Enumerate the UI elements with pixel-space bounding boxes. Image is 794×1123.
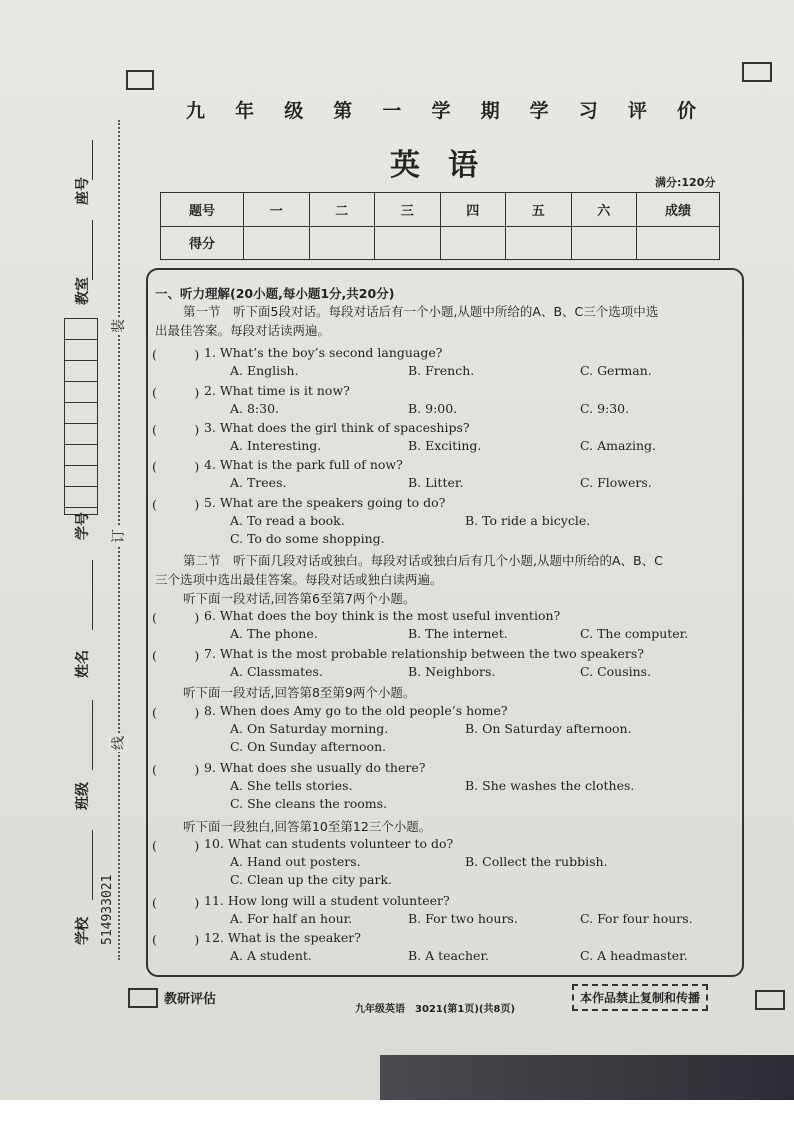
question-8-stem: 8. When does Amy go to the old people’s home? bbox=[204, 703, 508, 718]
question-10-option-b: B. Collect the rubbish. bbox=[465, 854, 608, 869]
question-7-option-b: B. Neighbors. bbox=[408, 664, 496, 679]
question-5-option-b: B. To ride a bicycle. bbox=[465, 513, 591, 528]
question-9-option-c: C. She cleans the rooms. bbox=[230, 796, 388, 811]
order-mark: 订 bbox=[108, 527, 128, 545]
table-cell[interactable] bbox=[440, 226, 506, 260]
question-10-option-c: C. Clean up the city park. bbox=[230, 872, 393, 887]
question-12-option-b: B. A teacher. bbox=[408, 948, 490, 963]
answer-blank-10[interactable]: ( ) bbox=[152, 838, 200, 853]
table-cell: 题号 bbox=[161, 193, 244, 227]
seat-label: 座号 bbox=[75, 177, 91, 205]
table-cell[interactable] bbox=[309, 226, 375, 260]
title-char: 级 bbox=[284, 100, 304, 122]
question-3-option-a: A. Interesting. bbox=[230, 438, 322, 453]
student-id-grid bbox=[64, 318, 98, 515]
footer-brand bbox=[128, 988, 216, 1007]
footer-page-info: 九年级英语 3021(第1页)(共8页) bbox=[355, 1004, 516, 1015]
answer-blank-5[interactable]: ( ) bbox=[152, 497, 200, 512]
answer-blank-9[interactable]: ( ) bbox=[152, 762, 200, 777]
answer-blank-2[interactable]: ( ) bbox=[152, 385, 200, 400]
name-underline bbox=[92, 560, 93, 630]
question-10-option-a: A. Hand out posters. bbox=[230, 854, 361, 869]
question-10-stem: 10. What can students volunteer to do? bbox=[204, 836, 454, 851]
answer-blank-8[interactable]: ( ) bbox=[152, 705, 200, 720]
question-6-option-b: B. The internet. bbox=[408, 626, 508, 641]
table-row bbox=[161, 193, 720, 227]
name-label: 姓名 bbox=[75, 650, 91, 678]
table-surface bbox=[380, 1055, 794, 1100]
part1-intro: 第一节 听下面5段对话。每段对话后有一个小题,从题中所给的A、B、C三个选项中选 bbox=[183, 304, 659, 319]
table-cell: 五 bbox=[506, 193, 572, 227]
question-1-option-c: C. German. bbox=[580, 363, 652, 378]
title-char: 价 bbox=[676, 100, 696, 122]
bind-mark: 装 bbox=[108, 317, 128, 335]
table-cell[interactable] bbox=[244, 226, 310, 260]
question-12-option-c: C. A headmaster. bbox=[580, 948, 688, 963]
answer-blank-12[interactable]: ( ) bbox=[152, 932, 200, 947]
line-mark: 线 bbox=[108, 734, 128, 752]
question-2-option-b: B. 9:00. bbox=[408, 401, 458, 416]
question-7-stem: 7. What is the most probable relationship between the two speakers? bbox=[204, 646, 644, 661]
full-mark: 满分:120分 bbox=[655, 176, 716, 189]
question-2-option-c: C. 9:30. bbox=[580, 401, 630, 416]
room-label: 教室 bbox=[75, 277, 91, 305]
title-char: 九 bbox=[186, 100, 206, 122]
question-11-option-b: B. For two hours. bbox=[408, 911, 518, 926]
question-12-option-a: A. A student. bbox=[230, 948, 312, 963]
question-6-stem: 6. What does the boy think is the most useful invention? bbox=[204, 608, 561, 623]
question-6-option-a: A. The phone. bbox=[230, 626, 318, 641]
question-2-option-a: A. 8:30. bbox=[230, 401, 280, 416]
answer-blank-6[interactable]: ( ) bbox=[152, 610, 200, 625]
question-11-option-c: C. For four hours. bbox=[580, 911, 693, 926]
question-7-option-a: A. Classmates. bbox=[230, 664, 323, 679]
title-char: 一 bbox=[382, 100, 402, 122]
answer-blank-11[interactable]: ( ) bbox=[152, 895, 200, 910]
question-1-stem: 1. What’s the boy’s second language? bbox=[204, 345, 443, 360]
question-12-stem: 12. What is the speaker? bbox=[204, 930, 361, 945]
question-5-option-c: C. To do some shopping. bbox=[230, 531, 385, 546]
question-9-option-a: A. She tells stories. bbox=[230, 778, 353, 793]
class-underline bbox=[92, 700, 93, 770]
corner-box-bottom-right bbox=[755, 990, 785, 1010]
question-1-option-a: A. English. bbox=[230, 363, 299, 378]
question-9-option-b: B. She washes the clothes. bbox=[465, 778, 635, 793]
title-char: 习 bbox=[578, 100, 598, 122]
part2-intro: 三个选项中选出最佳答案。每段对话或独白读两遍。 bbox=[155, 572, 443, 587]
question-3-option-c: C. Amazing. bbox=[580, 438, 657, 453]
group-instruction: 听下面一段独白,回答第10至第12三个小题。 bbox=[183, 819, 432, 834]
question-5-option-a: A. To read a book. bbox=[230, 513, 345, 528]
table-cell: 一 bbox=[244, 193, 310, 227]
question-8-option-c: C. On Sunday afternoon. bbox=[230, 739, 387, 754]
title-char: 期 bbox=[480, 100, 500, 122]
exam-title bbox=[186, 96, 696, 123]
question-11-stem: 11. How long will a student volunteer? bbox=[204, 893, 450, 908]
part2-intro: 第二节 听下面几段对话或独白。每段对话或独白后有几个小题,从题中所给的A、B、C bbox=[183, 553, 663, 568]
table-cell: 得分 bbox=[161, 226, 244, 260]
copyright-notice: 本作品禁止复制和传播 bbox=[572, 984, 708, 1011]
table-cell[interactable] bbox=[637, 226, 720, 260]
room-underline bbox=[92, 220, 93, 280]
table-cell: 四 bbox=[440, 193, 506, 227]
group-instruction: 听下面一段对话,回答第8至第9两个小题。 bbox=[183, 685, 416, 700]
table-cell: 三 bbox=[375, 193, 441, 227]
question-11-option-a: A. For half an hour. bbox=[230, 911, 353, 926]
question-2-stem: 2. What time is it now? bbox=[204, 383, 350, 398]
title-char: 学 bbox=[529, 100, 549, 122]
answer-blank-1[interactable]: ( ) bbox=[152, 347, 200, 362]
title-char: 年 bbox=[235, 100, 255, 122]
seat-underline bbox=[92, 140, 93, 180]
question-3-option-b: B. Exciting. bbox=[408, 438, 482, 453]
title-char: 学 bbox=[431, 100, 451, 122]
table-cell[interactable] bbox=[506, 226, 572, 260]
section-heading: 一、听力理解(20小题,每小题1分,共20分) bbox=[155, 286, 395, 301]
table-cell: 成绩 bbox=[637, 193, 720, 227]
question-4-option-c: C. Flowers. bbox=[580, 475, 652, 490]
answer-blank-3[interactable]: ( ) bbox=[152, 422, 200, 437]
question-4-option-a: A. Trees. bbox=[230, 475, 287, 490]
paper-code: 514933021 bbox=[100, 874, 115, 945]
table-cell: 六 bbox=[571, 193, 637, 227]
question-3-stem: 3. What does the girl think of spaceships? bbox=[204, 420, 470, 435]
title-char: 第 bbox=[333, 100, 353, 122]
question-8-option-b: B. On Saturday afternoon. bbox=[465, 721, 632, 736]
question-4-stem: 4. What is the park full of now? bbox=[204, 457, 403, 472]
answer-blank-4[interactable]: ( ) bbox=[152, 459, 200, 474]
question-5-stem: 5. What are the speakers going to do? bbox=[204, 495, 446, 510]
footer-brand-text: 教研评估 bbox=[164, 992, 217, 1007]
school-underline bbox=[92, 830, 93, 900]
answer-blank-7[interactable]: ( ) bbox=[152, 648, 200, 663]
question-1-option-b: B. French. bbox=[408, 363, 475, 378]
question-4-option-b: B. Litter. bbox=[408, 475, 464, 490]
score-table bbox=[160, 192, 720, 260]
part1-intro: 出最佳答案。每段对话读两遍。 bbox=[155, 323, 331, 338]
table-cell: 二 bbox=[309, 193, 375, 227]
subject-title: 英语 bbox=[390, 148, 506, 183]
question-6-option-c: C. The computer. bbox=[580, 626, 689, 641]
question-7-option-c: C. Cousins. bbox=[580, 664, 652, 679]
question-9-stem: 9. What does she usually do there? bbox=[204, 760, 426, 775]
class-label: 班级 bbox=[75, 782, 91, 810]
group-instruction: 听下面一段对话,回答第6至第7两个小题。 bbox=[183, 591, 416, 606]
corner-box-top-right bbox=[742, 62, 772, 82]
title-char: 评 bbox=[627, 100, 647, 122]
table-cell[interactable] bbox=[571, 226, 637, 260]
corner-box-top-left bbox=[126, 70, 154, 90]
table-row bbox=[161, 226, 720, 260]
table-cell[interactable] bbox=[375, 226, 441, 260]
question-8-option-a: A. On Saturday morning. bbox=[230, 721, 389, 736]
id-label: 学号 bbox=[75, 512, 91, 540]
school-label: 学校 bbox=[75, 917, 91, 945]
